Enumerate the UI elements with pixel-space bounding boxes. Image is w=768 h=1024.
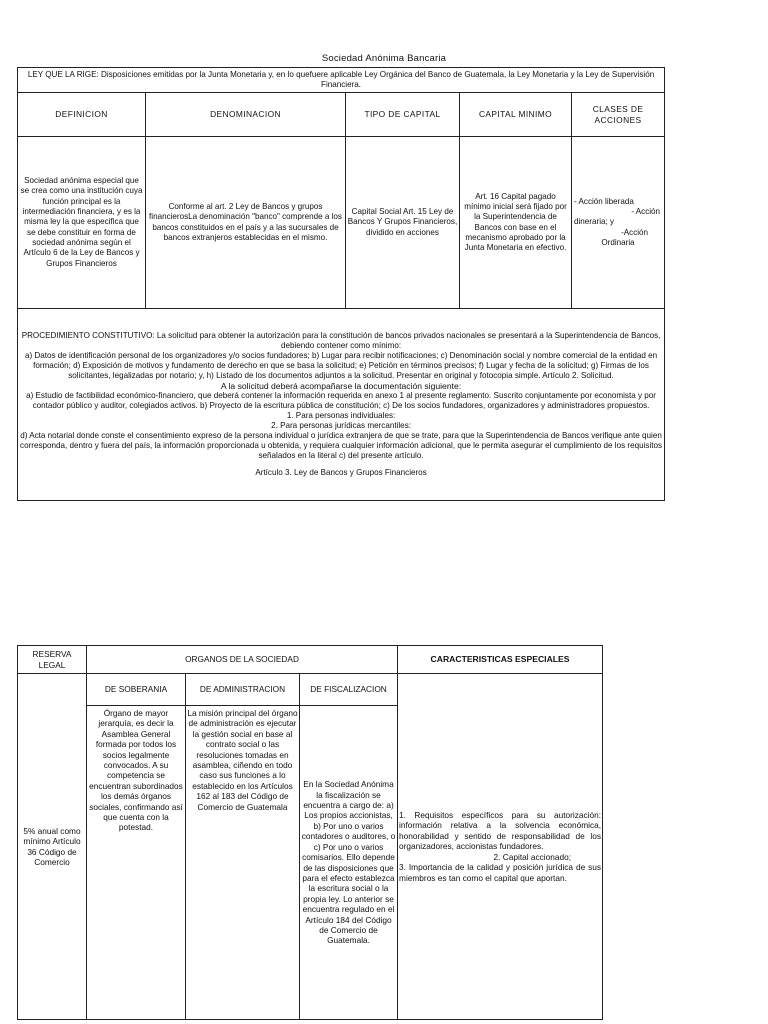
procedimiento-articulo: Artículo 3. Ley de Bancos y Grupos Financieros	[255, 468, 427, 477]
cell-soberania: Órgano de mayor jerarquía, es decir la Asamblea General formada por todos los socios legalmente convocados. A su competencia se encuentran subordinados los demás órganos sociales, confirmando así que cuenta con la potestad.	[87, 706, 186, 1020]
accion-liberada: - Acción liberada	[574, 196, 634, 206]
accion-dineraria-a: - Acción	[631, 207, 661, 217]
procedimiento-documentacion-title: A la solicitud deberá acompañarse la documentación siguiente:	[220, 381, 462, 391]
cell-definicion: Sociedad anónima especial que se crea como una institución cuya función principal es la intermediación financiera, y es la misma ley la que especifica que se debe constituir en forma de sociedad anónima según el Artículo 6 de la Ley de Bancos y Grupos Financieros	[18, 137, 146, 309]
procedimiento-constitutivo	[18, 309, 665, 501]
caracteristica-2: 2. Capital accionado;	[493, 851, 572, 862]
sociedad-bancaria-table	[17, 67, 665, 501]
procedimiento-personas-juridicas: 2. Para personas jurídicas mercantiles:	[271, 421, 411, 430]
ley-que-la-rige: LEY QUE LA RIGE: Disposiciones emitidas por la Junta Monetaria y, en lo quefuere aplicable Ley Orgánica del Banco de Guatemala, la Ley Monetaria y la Ley de Supervisión Financiera.	[18, 68, 665, 93]
procedimiento-intro: PROCEDIMIENTO CONSTITUTIVO: La solicitud para obtener la autorización para la constitución de bancos privados nacionales se presentará a la Superintendencia de Bancos, debiendo contener como mínimo:	[21, 331, 661, 350]
caracteristica-3: 3. Importancia de la calidad y posición jurídica de sus miembros es tan como el capital que aportan.	[399, 862, 602, 883]
accion-dineraria-b: dineraria; y	[574, 217, 615, 227]
header-definicion: DEFINICION	[18, 93, 146, 137]
accion-ordinaria-b: Ordinaria	[601, 237, 635, 247]
header-clases-acciones: CLASES DE ACCIONES	[572, 93, 665, 137]
organos-sociedad-table	[17, 645, 603, 1020]
document-title: Sociedad Anónima Bancaria	[321, 53, 447, 64]
procedimiento-personas-individuales: 1. Para personas individuales:	[286, 411, 396, 420]
header-de-fiscalizacion: DE FISCALIZACION	[300, 674, 398, 706]
cell-denominacion: Conforme al art. 2 Ley de Bancos y grupos financierosLa denominación "banco" comprende a los bancos constituidos en el país y a las sucursales de bancos extranjeros establecidas en el mismo.	[146, 137, 346, 309]
header-reserva-legal: RESERVA LEGAL	[18, 646, 87, 674]
cell-clases-acciones	[572, 137, 665, 309]
header-organos: ORGANOS DE LA SOCIEDAD	[87, 646, 398, 674]
caracteristica-1: 1. Requisitos específicos para su autorización: información relativa a la solvencia económica, honorabilidad y sentido de responsabilidad de los organizadores, accionistas fundadores.	[399, 810, 602, 852]
cell-fiscalizacion: En la Sociedad Anónima la fiscalización se encuentra a cargo de: a) Los propios accionistas, b) Por uno o varios contadores o auditores, o c) Por uno o varios comisarios. Ello depende de las disposiciones que para el efecto establezca la escritura social o la propia ley. Lo anterior se encuentra regulado en el Artículo 184 del Código de Comercio de Guatemala.	[300, 706, 398, 1020]
header-denominacion: DENOMINACION	[146, 93, 346, 137]
cell-tipo-capital: Capital Social Art. 15 Ley de Bancos Y Grupos Financieros, dividido en acciones	[346, 137, 460, 309]
cell-caracteristicas	[398, 674, 603, 1020]
cell-reserva-legal: 5% anual como mínimo Artículo 36 Código de Comercio	[18, 674, 87, 1020]
procedimiento-acta-notarial: d) Acta notarial donde conste el consentimiento expreso de la persona individual o jurídica extranjera de que se trate, para que la Superintendencia de Bancos verifique ante quien corresponda, dentro y fuera del país, la información proporcionada u obtenida, y requiera cualquier información adicional, que le permita asegurar el cumplimiento de los requisitos señalados en la literal c) del presente artículo.	[20, 431, 663, 460]
procedimiento-documentacion: a) Estudio de factibilidad económico-financiero, que deberá contener la información requerida en anexo 1 al presente reglamento. Suscrito conjuntamente por economista y por contador público y auditor, colegiados activos. b) Proyecto de la escritura pública de constitución; c) De los socios fundadores, organizadores y administradores propuestos.	[26, 391, 656, 410]
header-capital-minimo: CAPITAL MINIMO	[460, 93, 572, 137]
header-de-soberania: DE SOBERANIA	[87, 674, 186, 706]
header-de-administracion: DE ADMINISTRACION	[186, 674, 300, 706]
cell-administracion: La misión principal del órgano de administración es ejecutar la gestión social en base al contrato social o las resoluciones tomadas en asamblea, ciñendo en todo caso sus funciones a lo establecido en los Artículos 162 al 183 del Código de Comercio de Guatemala	[186, 706, 300, 1020]
accion-ordinaria-a: -Acción	[621, 227, 649, 237]
header-caracteristicas: CARACTERISTICAS ESPECIALES	[398, 646, 603, 674]
cell-capital-minimo: Art. 16 Capital pagado mínimo inicial será fijado por la Superintendencia de Bancos con base en el mecanismo aprobado por la Junta Monetaria en efectivo.	[460, 137, 572, 309]
header-tipo-capital: TIPO DE CAPITAL	[346, 93, 460, 137]
procedimiento-requisitos: a) Datos de identificación personal de los organizadores y/o socios fundadores; b) Lugar para recibir notificaciones; c) Denominación social y nombre comercial de la entidad en formación; d) Exposición de motivos y fundamento de derecho en que se basa la solicitud; e) Petición en términos precisos; f) Lugar y fecha de la solicitud; g) Firmas de los solicitantes, legalizadas por notario; y, h) Listado de los documentos adjuntos a la solicitud. Presentar en original y fotocopia simple. Artículo 2. Solicitud.	[24, 351, 658, 380]
